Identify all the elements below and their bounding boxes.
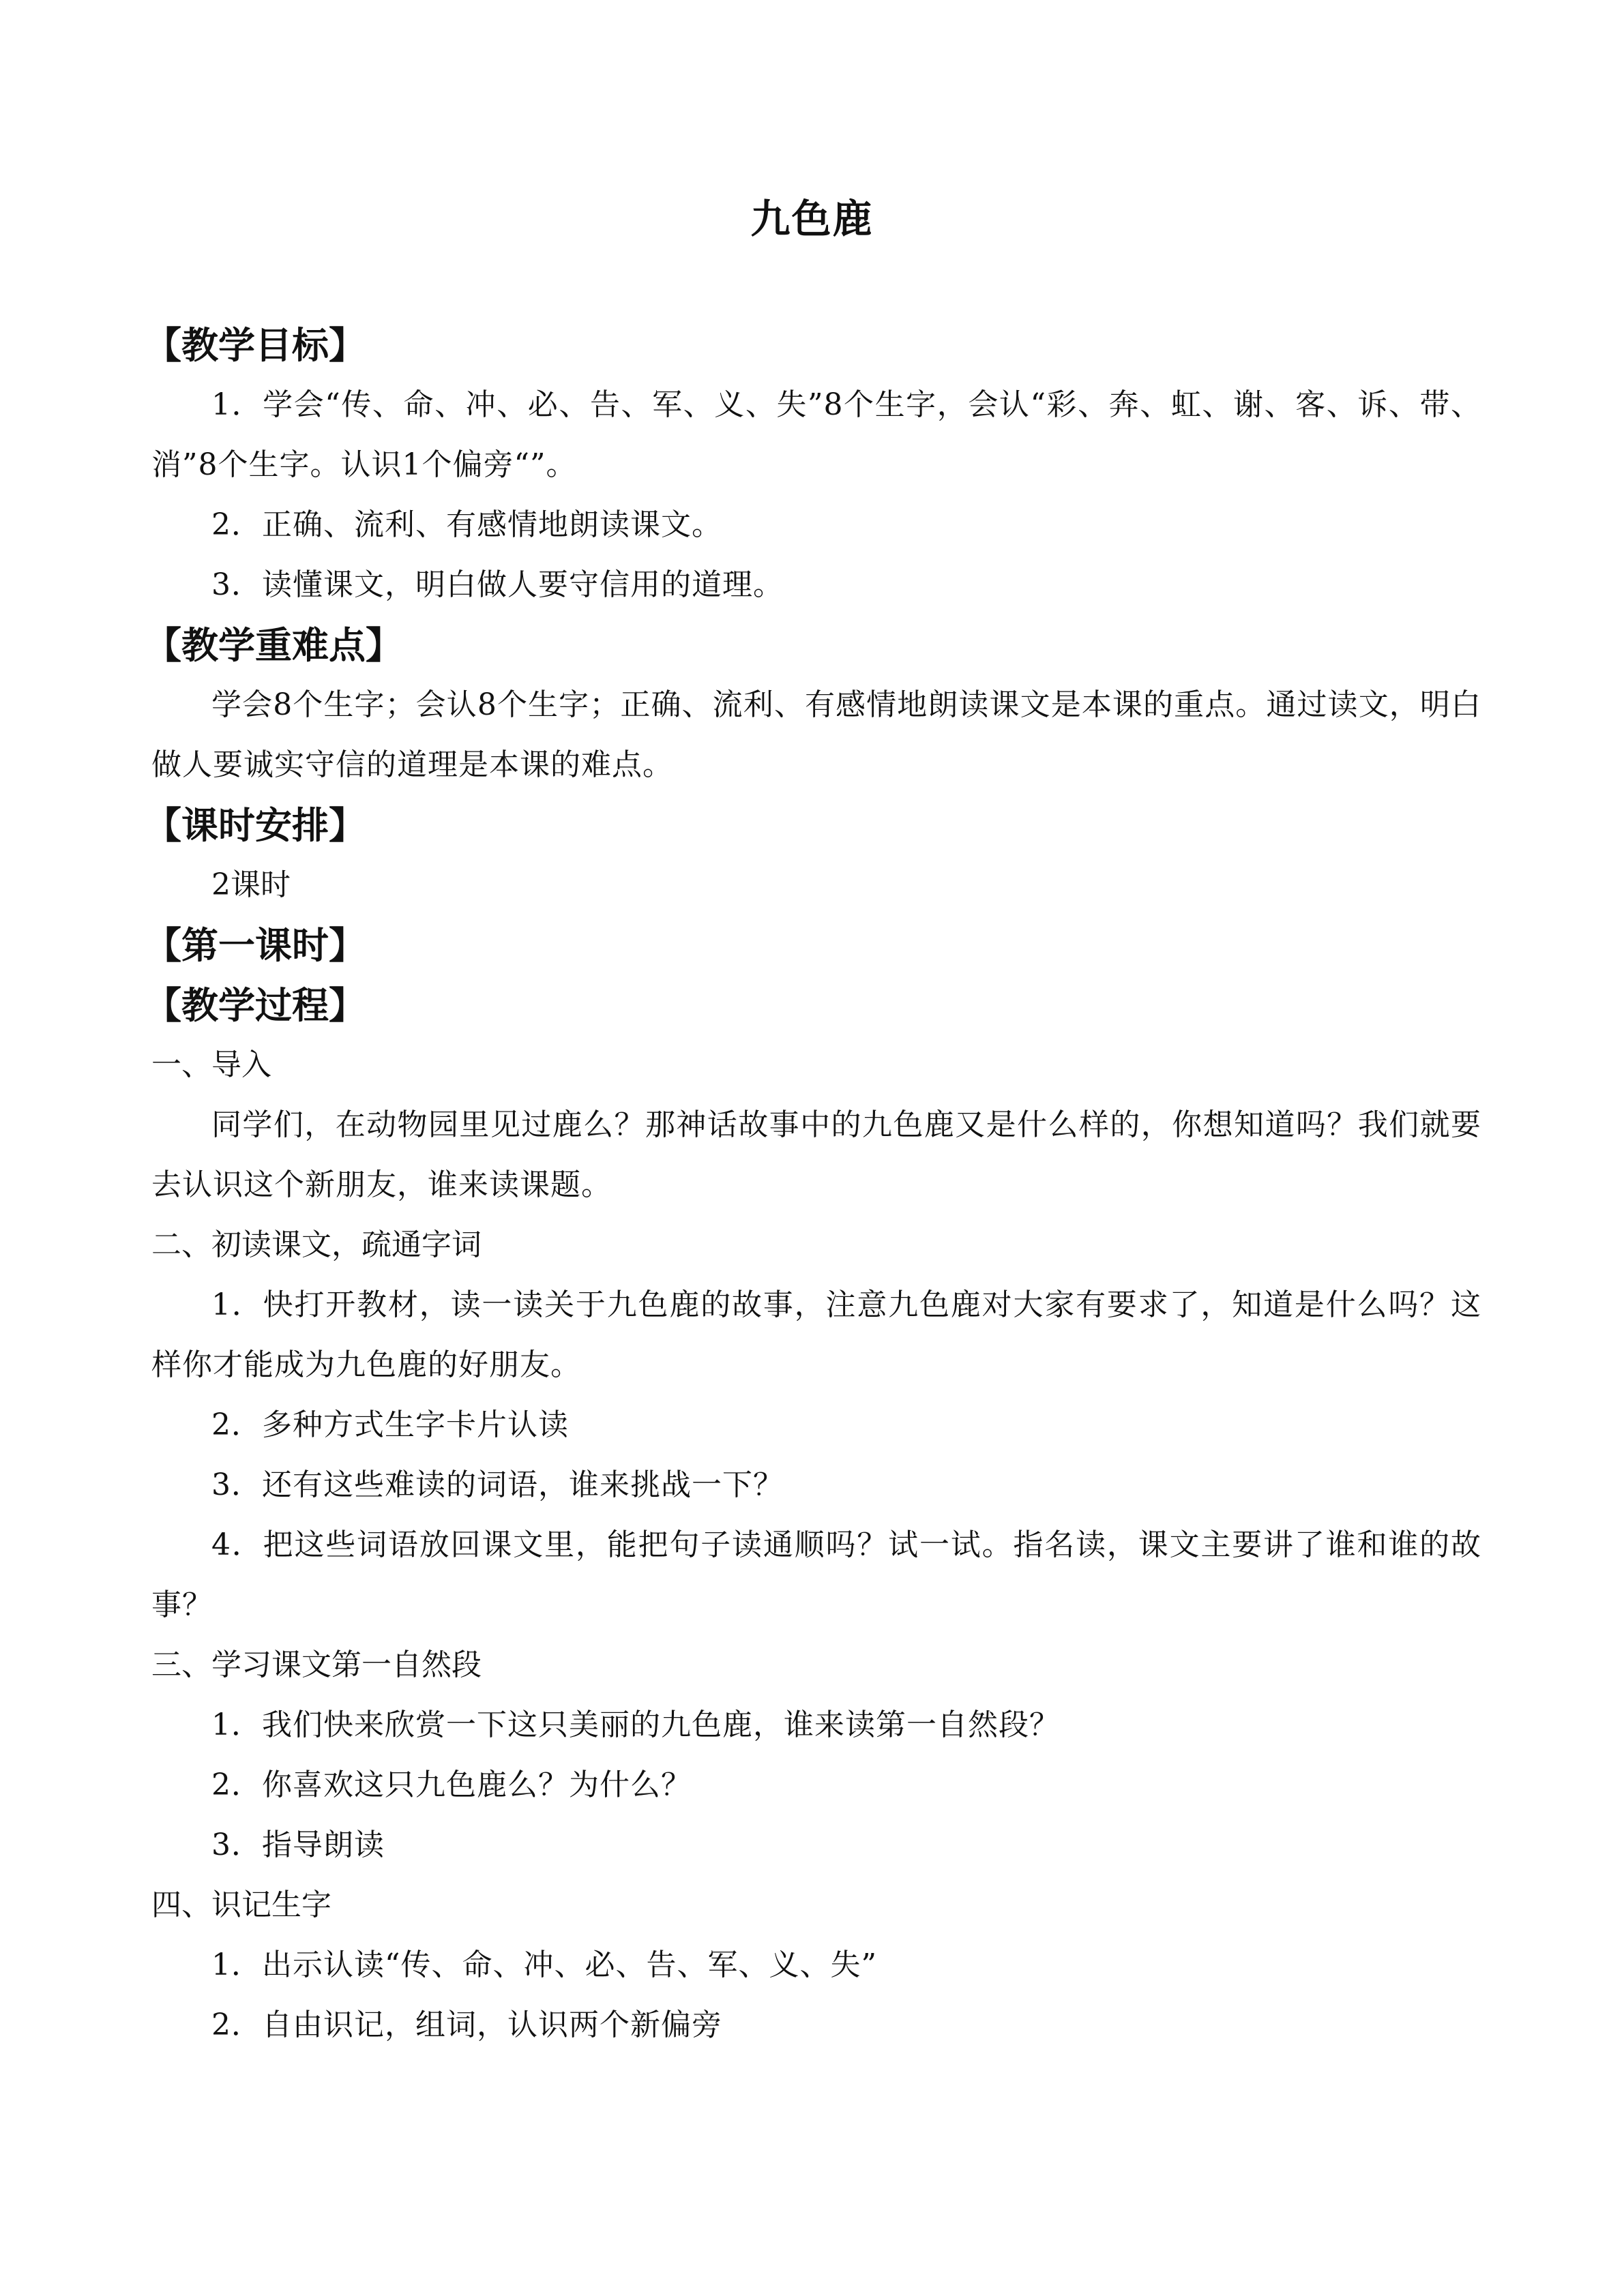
objective-item-1: 1．学会“传、命、冲、必、告、军、义、失”8个生字，会认“彩、奔、虹、谢、客、诉、带、消”8个生字。认识1个偏旁“”。 — [151, 387, 1481, 482]
section-2-item-1: 1．快打开教材，读一读关于九色鹿的故事，注意九色鹿对大家有要求了，知道是什么吗？这样你才能成为九色鹿的好朋友。 — [151, 1287, 1481, 1382]
section-2-item-2: 2．多种方式生字卡片认读 — [211, 1407, 569, 1442]
section-1-text: 同学们，在动物园里见过鹿么？那神话故事中的九色鹿又是什么样的，你想知道吗？我们就要去认识这个新朋友，谁来读课题。 — [151, 1107, 1481, 1202]
schedule-heading: 【课时安排】 — [145, 803, 366, 847]
document-title: 九色鹿 — [750, 196, 874, 242]
section-4-item-1: 1．出示认读“传、命、冲、必、告、军、义、失” — [211, 1948, 877, 1982]
section-4-title: 四、识记生字 — [151, 1888, 331, 1922]
objective-item-2: 2．正确、流利、有感情地朗读课文。 — [211, 507, 722, 542]
section-1-title: 一、导入 — [151, 1047, 271, 1082]
section-4-item-2: 2．自由识记，组词，认识两个新偏旁 — [211, 2008, 722, 2042]
keypoints-heading: 【教学重难点】 — [145, 623, 402, 667]
document-body — [145, 315, 1481, 2055]
section-3-item-2: 2．你喜欢这只九色鹿么？为什么？ — [211, 1768, 692, 1802]
section-2-title: 二、初读课文，疏通字词 — [151, 1227, 482, 1262]
section-3-title: 三、学习课文第一自然段 — [151, 1648, 482, 1682]
section-2-item-3: 3．还有这些难读的词语，谁来挑战一下？ — [211, 1467, 784, 1502]
objectives-heading: 【教学目标】 — [145, 323, 366, 367]
process-heading: 【教学过程】 — [145, 983, 366, 1027]
section-3-item-1: 1．我们快来欣赏一下这只美丽的九色鹿，谁来读第一自然段？ — [211, 1708, 1060, 1742]
section-3-item-3: 3．指导朗读 — [211, 1828, 385, 1862]
objective-item-3: 3．读懂课文，明白做人要守信用的道理。 — [211, 567, 784, 602]
lesson1-heading: 【第一课时】 — [145, 923, 366, 967]
keypoints-text: 学会8个生字；会认8个生字；正确、流利、有感情地朗读课文是本课的重点。通过读文，明白做人要诚实守信的道理是本课的难点。 — [151, 687, 1481, 782]
section-2-item-4: 4．把这些词语放回课文里，能把句子读通顺吗？试一试。指名读，课文主要讲了谁和谁的故事？ — [151, 1527, 1481, 1622]
schedule-text: 2课时 — [211, 867, 291, 902]
